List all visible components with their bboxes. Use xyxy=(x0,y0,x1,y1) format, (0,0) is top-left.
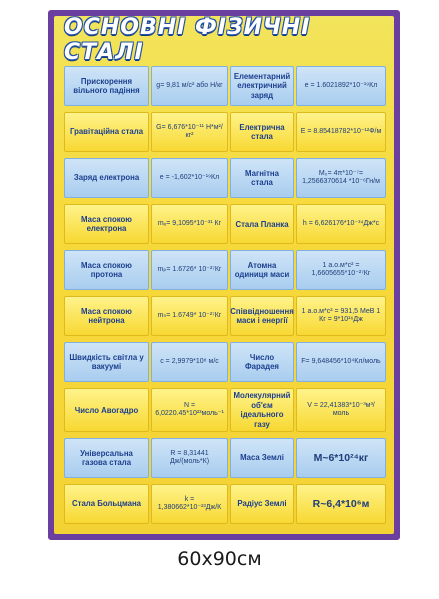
constants-table xyxy=(64,66,384,524)
constant-value: 1 а.о.м*с² = 931,5 МеВ 1 Кг = 9*10¹⁶Дж xyxy=(296,296,386,336)
constant-name: Гравітаційна стала xyxy=(64,112,149,152)
size-caption: 60x90см xyxy=(177,548,262,570)
constant-value: c = 2,9979*10⁸ м/с xyxy=(151,342,228,382)
poster-title: ОСНОВНІ ФІЗИЧНІ СТАЛІ xyxy=(64,15,311,65)
constant-name: Електрична стала xyxy=(230,112,294,152)
constant-value: V = 22,41383*10⁻³м³/моль xyxy=(296,388,386,431)
constant-name: Швидкість світла у вакуумі xyxy=(64,342,149,382)
constant-value: G= 6,676*10⁻¹¹ Н*м²/кг² xyxy=(151,112,228,152)
constant-value: R = 8,31441 Дж/(моль*К) xyxy=(151,438,228,478)
constant-name: Маса Землі xyxy=(230,438,294,478)
constant-name: Співвідношення маси і енергії xyxy=(230,296,294,336)
constant-name: Число Фарадея xyxy=(230,342,294,382)
poster-background xyxy=(54,16,394,534)
constant-name: Прискорення вільного падіння xyxy=(64,66,149,106)
constant-value: e = -1,602*10⁻¹⁹Кл xyxy=(151,158,228,198)
constant-name: Радіус Землі xyxy=(230,484,294,524)
constant-name: Атомна одиниця маси xyxy=(230,250,294,290)
constant-value: mₚ= 1.6726* 10⁻²⁷Кг xyxy=(151,250,228,290)
constant-value: g= 9,81 м/с² або Н/кг xyxy=(151,66,228,106)
constant-name: Маса спокою нейтрона xyxy=(64,296,149,336)
constant-value: N = 6,0220.45*10²³моль⁻¹ xyxy=(151,388,228,431)
constant-value: mₙ= 1.6749* 10⁻²⁷Кг xyxy=(151,296,228,336)
constant-value: mₑ= 9,1095*10⁻³¹ Кг xyxy=(151,204,228,244)
constant-name: Універсальна газова стала xyxy=(64,438,149,478)
constant-name: Стала Планка xyxy=(230,204,294,244)
constant-value: h = 6,626176*10⁻³⁴Дж*с xyxy=(296,204,386,244)
poster xyxy=(48,10,400,540)
constant-value: k = 1,380662*10⁻²³Дж/К xyxy=(151,484,228,524)
constant-name: Число Авогадро xyxy=(64,388,149,431)
constant-name: Стала Больцмана xyxy=(64,484,149,524)
constant-value: R~6,4*10⁶м xyxy=(296,484,386,524)
constant-value: M~6*10²⁴кг xyxy=(296,438,386,478)
constant-name: Магнітна стала xyxy=(230,158,294,198)
constant-value: E = 8.85418782*10⁻¹²Ф/м xyxy=(296,112,386,152)
constant-name: Елементарний електричний заряд xyxy=(230,66,294,106)
constant-value: F= 9,648456*10⁴Кл/моль xyxy=(296,342,386,382)
constant-name: Заряд електрона xyxy=(64,158,149,198)
constant-value: M₀= 4π*10⁻⁷= 1,2566370614 *10⁻⁶Гн/м xyxy=(296,158,386,198)
constant-value: e = 1.6021892*10⁻¹⁹Кл xyxy=(296,66,386,106)
constant-name: Маса спокою електрона xyxy=(64,204,149,244)
constant-value: 1 а.о.м*с² = 1,6605655*10⁻²⁷Кг xyxy=(296,250,386,290)
title-bar xyxy=(64,15,384,65)
constant-name: Маса спокою протона xyxy=(64,250,149,290)
constant-name: Молекулярний об'єм ідеального газу xyxy=(230,388,294,431)
